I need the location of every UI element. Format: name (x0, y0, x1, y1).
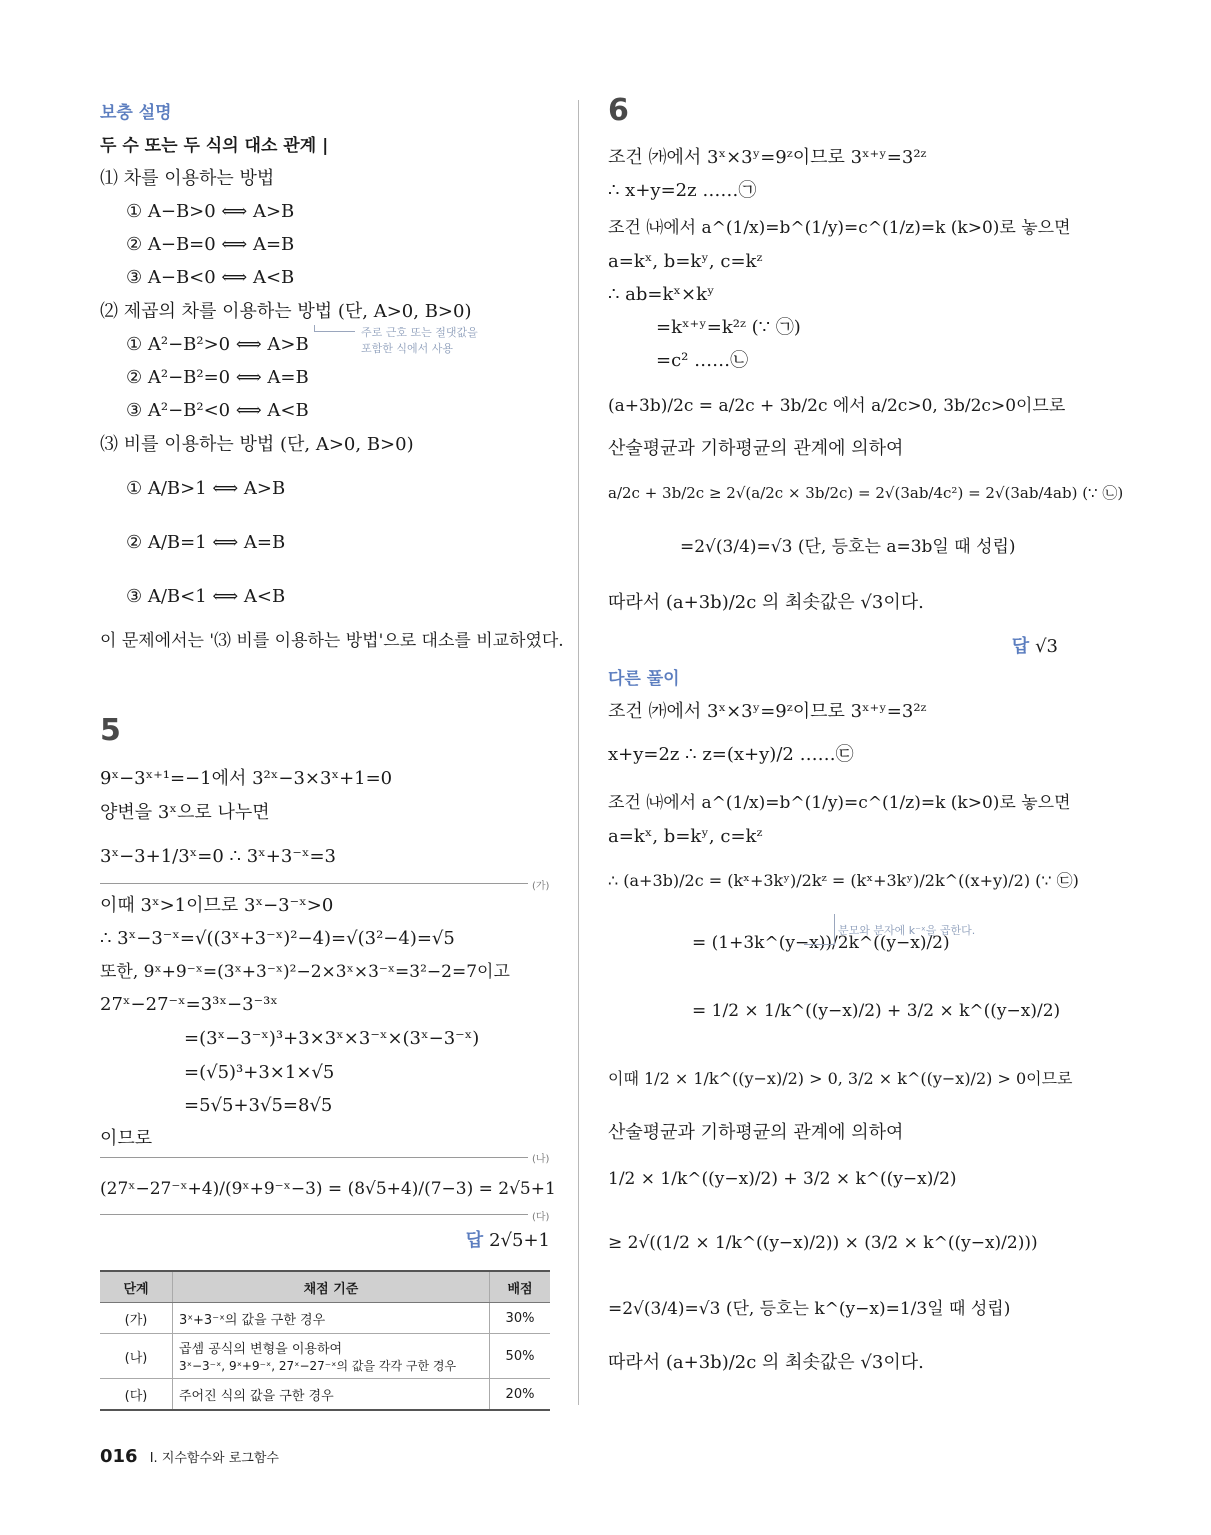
note-bracket (314, 325, 355, 332)
supplement-title: 보충 설명 (100, 103, 172, 123)
p5-line-4: 이때 3ˣ>1이므로 3ˣ−3⁻ˣ>0 (100, 895, 334, 916)
alt-solution-title: 다른 풀이 (608, 669, 680, 689)
alt-line-11: ≥ 2√((1/2 × 1/k^((y−x)/2)) × (3/2 × k^((y−x)/2))) (608, 1233, 1038, 1253)
p6-line-12: 따라서 (a+3b)/2c 의 최솟값은 √3이다. (608, 592, 924, 613)
p6-line-3: 조건 ㈏에서 a^(1/x)=b^(1/y)=c^(1/z)=k (k>0)로 놓으면 (608, 218, 1071, 238)
chapter-title: I. 지수함수와 로그함수 (149, 1451, 279, 1466)
p5-answer-value: 2√5+1 (489, 1230, 550, 1251)
alt-line-7: = 1/2 × 1/k^((y−x)/2) + 3/2 × k^((y−x)/2) (692, 1001, 1061, 1021)
row-step: (나) (100, 1334, 173, 1379)
method-2-item-2: ② A²−B²=0 ⟺ A=B (126, 367, 309, 388)
table-row (100, 1334, 550, 1379)
p6-line-9: 산술평균과 기하평균의 관계에 의하여 (608, 438, 904, 459)
mark-rule-da (100, 1214, 528, 1215)
p5-line-9: =(√5)³+3×1×√5 (184, 1062, 335, 1083)
p5-line-12: (27ˣ−27⁻ˣ+4)/(9ˣ+9⁻ˣ−3) = (8√5+4)/(7−3) = 2√5+1 (100, 1179, 556, 1199)
method-2-item-3: ③ A²−B²<0 ⟺ A<B (126, 400, 309, 421)
p5-line-10: =5√5+3√5=8√5 (184, 1095, 333, 1116)
method-3-item-2: ② A/B=1 ⟺ A=B (126, 532, 286, 553)
method-note-line2: 포함한 식에서 사용 (361, 342, 454, 355)
method-conclusion: 이 문제에서는 '⑶ 비를 이용하는 방법'으로 대소를 비교하였다. (100, 631, 564, 651)
mark-na: (나) (532, 1154, 550, 1165)
mark-rule-na (100, 1157, 528, 1158)
p6-line-11: =2√(3/4)=√3 (단, 등호는 a=3b일 때 성립) (680, 537, 1016, 557)
alt-note: 분모와 분자에 k⁻ˣ을 곱한다. (838, 924, 976, 937)
p6-line-8: (a+3b)/2c = a/2c + 3b/2c 에서 a/2c>0, 3b/2c>0이므로 (608, 396, 1066, 416)
table-row (100, 1303, 550, 1334)
p6-line-6: =kˣ⁺ʸ=k²ᶻ (∵ ㉠) (656, 317, 801, 338)
table-row (100, 1379, 550, 1411)
method-1-title: ⑴ 차를 이용하는 방법 (100, 168, 275, 189)
p5-line-6: 또한, 9ˣ+9⁻ˣ=(3ˣ+3⁻ˣ)²−2×3ˣ×3⁻ˣ=3²−2=7이고 (100, 962, 510, 982)
alt-line-6: = (1+3k^(y−x))/2k^((y−x)/2) (692, 933, 950, 953)
page-number: 016 (100, 1446, 138, 1467)
p6-answer (1012, 632, 1058, 658)
row-criterion: 3ˣ+3⁻ˣ의 값을 구한 경우 (173, 1303, 490, 1334)
alt-line-3: 조건 ㈏에서 a^(1/x)=b^(1/y)=c^(1/z)=k (k>0)로 놓으면 (608, 793, 1071, 813)
method-note-line1: 주로 근호 또는 절댓값을 (361, 326, 478, 339)
answer-label: 답 (465, 1230, 484, 1251)
p6-line-2: ∴ x+y=2z ……㉠ (608, 180, 757, 201)
p6-line-7: =c² ……㉡ (656, 350, 749, 371)
row-score: 20% (490, 1379, 551, 1411)
method-1-item-3: ③ A−B<0 ⟺ A<B (126, 267, 295, 288)
mark-ga: (가) (532, 881, 550, 892)
p5-line-7: 27ˣ−27⁻ˣ=3³ˣ−3⁻³ˣ (100, 994, 278, 1015)
p5-line-8: =(3ˣ−3⁻ˣ)³+3×3ˣ×3⁻ˣ×(3ˣ−3⁻ˣ) (184, 1028, 480, 1049)
problem-6-number: 6 (608, 93, 629, 128)
p6-line-1: 조건 ㈎에서 3ˣ×3ʸ=9ᶻ이므로 3ˣ⁺ʸ=3²ᶻ (608, 147, 927, 168)
page-footer (100, 1446, 279, 1467)
method-3-item-1: ① A/B>1 ⟺ A>B (126, 478, 286, 499)
alt-note-bracket (804, 914, 835, 945)
alt-line-10: 1/2 × 1/k^((y−x)/2) + 3/2 × k^((y−x)/2) (608, 1169, 957, 1189)
alt-line-2: x+y=2z ∴ z=(x+y)/2 ……㉢ (608, 744, 854, 765)
method-1-item-2: ② A−B=0 ⟺ A=B (126, 234, 295, 255)
row-step: (다) (100, 1379, 173, 1411)
topic-heading: 두 수 또는 두 식의 대소 관계 | (100, 136, 329, 156)
row-criterion: 주어진 식의 값을 구한 경우 (173, 1379, 490, 1411)
header-score: 배점 (490, 1271, 551, 1303)
alt-line-12: =2√(3/4)=√3 (단, 등호는 k^(y−x)=1/3일 때 성립) (608, 1299, 1011, 1319)
p5-line-3: 3ˣ−3+1/3ˣ=0 ∴ 3ˣ+3⁻ˣ=3 (100, 846, 337, 867)
alt-line-5: ∴ (a+3b)/2c = (kˣ+3kʸ)/2kᶻ = (kˣ+3kʸ)/2k^((x+y)/2) (∵ ㉢) (608, 871, 1079, 890)
row-step: (가) (100, 1303, 173, 1334)
method-2-title: ⑵ 제곱의 차를 이용하는 방법 (단, A>0, B>0) (100, 301, 472, 322)
method-3-title: ⑶ 비를 이용하는 방법 (단, A>0, B>0) (100, 434, 414, 455)
row-score: 30% (490, 1303, 551, 1334)
p5-line-5: ∴ 3ˣ−3⁻ˣ=√((3ˣ+3⁻ˣ)²−4)=√(3²−4)=√5 (100, 928, 455, 949)
p5-line-1: 9ˣ−3ˣ⁺¹=−1에서 3²ˣ−3×3ˣ+1=0 (100, 768, 393, 789)
p6-line-10: a/2c + 3b/2c ≥ 2√(a/2c × 3b/2c) = 2√(3ab/4c²) = 2√(3ab/4ab) (∵ ㉡) (608, 484, 1124, 502)
table-header-row (100, 1271, 550, 1303)
row-criterion: 곱셈 공식의 변형을 이용하여 (179, 1342, 343, 1357)
p5-line-2: 양변을 3ˣ으로 나누면 (100, 802, 270, 823)
p6-answer-value: √3 (1035, 636, 1058, 657)
method-1-item-1: ① A−B>0 ⟺ A>B (126, 201, 295, 222)
problem-5-number: 5 (100, 713, 121, 748)
alt-line-9: 산술평균과 기하평균의 관계에 의하여 (608, 1122, 904, 1143)
row-criterion-cell (173, 1334, 490, 1379)
row-score: 50% (490, 1334, 551, 1379)
mark-da: (다) (532, 1212, 550, 1223)
method-2-item-1: ① A²−B²>0 ⟺ A>B (126, 334, 309, 355)
answer-label: 답 (1011, 636, 1030, 657)
alt-line-13: 따라서 (a+3b)/2c 의 최솟값은 √3이다. (608, 1352, 924, 1373)
method-3-item-3: ③ A/B<1 ⟺ A<B (126, 586, 286, 607)
alt-line-8: 이때 1/2 × 1/k^((y−x)/2) > 0, 3/2 × k^((y−x)/2) > 0이므로 (608, 1069, 1073, 1088)
p6-line-5: ∴ ab=kˣ×kʸ (608, 284, 715, 305)
row-criterion-2: 3ˣ−3⁻ˣ, 9ˣ+9⁻ˣ, 27ˣ−27⁻ˣ의 값을 각각 구한 경우 (179, 1359, 457, 1373)
alt-line-4: a=kˣ, b=kʸ, c=kᶻ (608, 826, 763, 847)
mark-rule-ga (100, 883, 528, 884)
p5-answer (466, 1226, 550, 1252)
header-step: 단계 (100, 1271, 173, 1303)
p6-line-4: a=kˣ, b=kʸ, c=kᶻ (608, 251, 763, 272)
p5-line-11: 이므로 (100, 1128, 153, 1149)
column-divider (578, 100, 579, 1405)
header-criterion: 채점 기준 (173, 1271, 490, 1303)
scoring-table (100, 1270, 550, 1411)
alt-line-1: 조건 ㈎에서 3ˣ×3ʸ=9ᶻ이므로 3ˣ⁺ʸ=3²ᶻ (608, 701, 927, 722)
